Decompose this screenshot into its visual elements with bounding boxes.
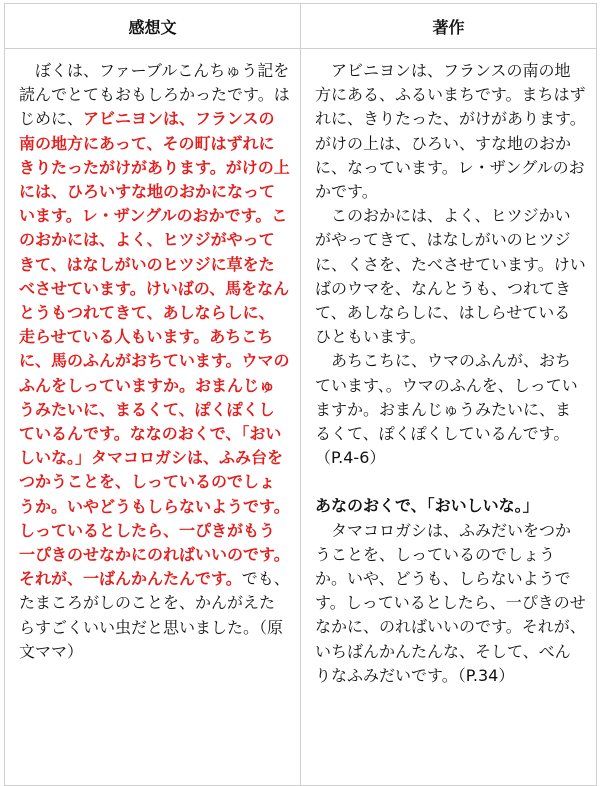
essay-cell bbox=[5, 49, 301, 786]
paragraph-spacer bbox=[315, 470, 586, 494]
comparison-table bbox=[4, 3, 597, 786]
essay-outro: でも、たまころがしのことを、かんがえたらすごくいい虫だと思いました。（原文ママ） bbox=[19, 569, 290, 661]
essay-text bbox=[19, 59, 290, 664]
original-cell bbox=[301, 49, 597, 786]
essay-copied-passage: アビニヨンは、フランスの南の地方にあって、その町はずれにきりたったがけがあります。がけの上には、ひろいすな地のおかになっています。レ・ザングルのおかです。このおかには、よく、ヒツジがやってきて、はなしがいのヒツジに草をたべさせています。けいばの、馬をなんとうもつれてきて、あしならしに、走らせている人もいます。あちこちに、馬のふんがおちています。ウマのふんをしっていますか。おまんじゅうみたいに、まるくて、ぽくぽくしているんです。ななのおくで、「おいしいな。」タマコロガシは、ふみ台をつかうことを、しっているのでしょうか。いやどうもしらないようです。しっているとしたら、一ぴきがもう一ぴきのせなかにのればいいのです。それが、一ばんかんたんです。 bbox=[19, 109, 290, 589]
header-row bbox=[5, 4, 597, 49]
original-paragraph-3: あちこちに、ウマのふんが、おちています、。ウマのふんを、しっていますか。おまんじゅうみたいに、まるくて、ぽくぽくしているんです。（P.4-6） bbox=[315, 351, 578, 468]
original-paragraph-1: アビニヨンは、フランスの南の地方にある、ふるいまちです。まちはずれに、きりたった、がけがあります。がけの上は、ひろい、すな地のおかに、なっています。レ・ザングルのおかです。 bbox=[315, 61, 586, 202]
header-essay: 感想文 bbox=[5, 4, 301, 49]
original-paragraph-2: このおかには、よく、ヒツジかいがやってきて、はなしがいのヒツジに、くさを、たべさせています。けいばのウマを、なんとうも、つれてきて、あしならしに、はしらせているひともいます。 bbox=[315, 206, 586, 347]
header-original-work: 著作 bbox=[301, 4, 597, 49]
essay-intro: ぼくは、ファーブルこんちゅう記を読んでとてもおもしろかったです。はじめに、 bbox=[19, 61, 290, 129]
original-section-heading: あなのおくで、「おいしいな。」 bbox=[315, 496, 539, 516]
content-row bbox=[5, 49, 597, 786]
original-paragraph-4: タマコロガシは、ふみだいをつかうことを、しっているのでしょうか。いや、どうも、しらないようです。しっているとしたら、一ぴきのせなかに、のればいいのです。それが、いちばんかんたんな、そして、べんりなふみだいです。（P.34） bbox=[315, 520, 586, 685]
